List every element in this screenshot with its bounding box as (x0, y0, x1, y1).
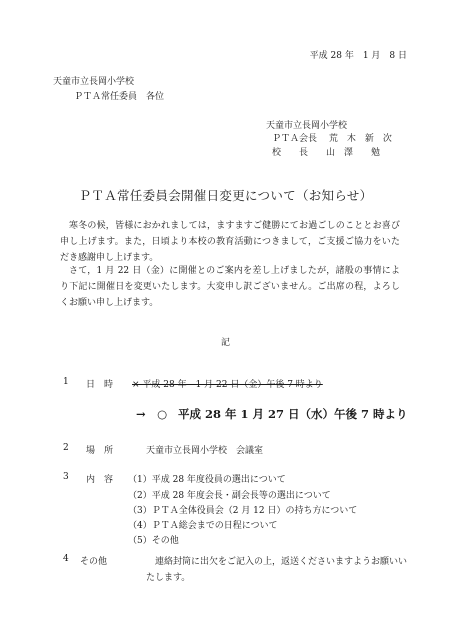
item-number: 4 (63, 554, 69, 564)
item-label-content: 内 容 (86, 475, 114, 485)
item-number: 1 (63, 377, 69, 387)
item-label-place: 場 所 (86, 446, 114, 456)
document-title: ＰＴＡ常任委員会開催日変更について（お知らせ） (78, 188, 373, 203)
ki-heading: 記 (220, 338, 230, 348)
document-date: 平成 28 年 1 月 8 日 (309, 51, 407, 61)
agenda-item: （1）平成 28 年度役員の選出について (128, 475, 286, 485)
agenda-item: （2）平成 28 年度会長・副会長等の選出について (128, 491, 331, 501)
agenda-item: （3）ＰＴＡ全体役員会（2 月 12 日）の持ち方について (128, 506, 358, 516)
change-arrow-circle: → ○ (136, 407, 168, 421)
agenda-item: （4）ＰＴＡ総会までの日程について (128, 521, 278, 531)
sender-pta-president: ＰＴＡ会長 荒 木 新 次 (272, 134, 392, 144)
meeting-place: 天童市立長岡小学校 会議室 (146, 446, 264, 456)
recipient-group: ＰＴＡ常任委員 各位 (74, 92, 165, 102)
old-datetime-struck: × 平成 28 年 1 月 22 日（金）午後 7 時より (132, 380, 323, 390)
item-label-datetime: 日 時 (86, 380, 114, 390)
greeting-paragraph: 寒冬の候，皆様におかれましては，ますますご健勝にてお過ごしのこととお喜び申し上げます。また，日頃より本校の教育活動につきまして，ご支援ご協力をいただき感謝申し上げます。 (60, 221, 400, 263)
item-number: 2 (63, 443, 69, 453)
sender-school: 天童市立長岡小学校 (266, 121, 348, 131)
other-remark: 連絡封筒に出欠をご記入の上，返送くださいますようお願いいたします。 (146, 557, 408, 583)
sender-principal: 校 長 山 澤 勉 (272, 148, 381, 158)
item-number: 3 (63, 472, 69, 482)
notice-paragraph: さて，1 月 22 日（金）に開催とのご案内を差し上げましたが，諸般の事情により下記に開催日を変更いたします。大変申し訳ございません。ご出席の程，よろしくお願い申し上げます。 (60, 266, 400, 308)
new-datetime: 平成 28 年 1 月 27 日（水）午後 7 時より (178, 407, 408, 421)
recipient-school: 天童市立長岡小学校 (53, 77, 135, 87)
agenda-item: （5）その他 (128, 536, 179, 546)
item-label-other: その他 (80, 557, 108, 567)
